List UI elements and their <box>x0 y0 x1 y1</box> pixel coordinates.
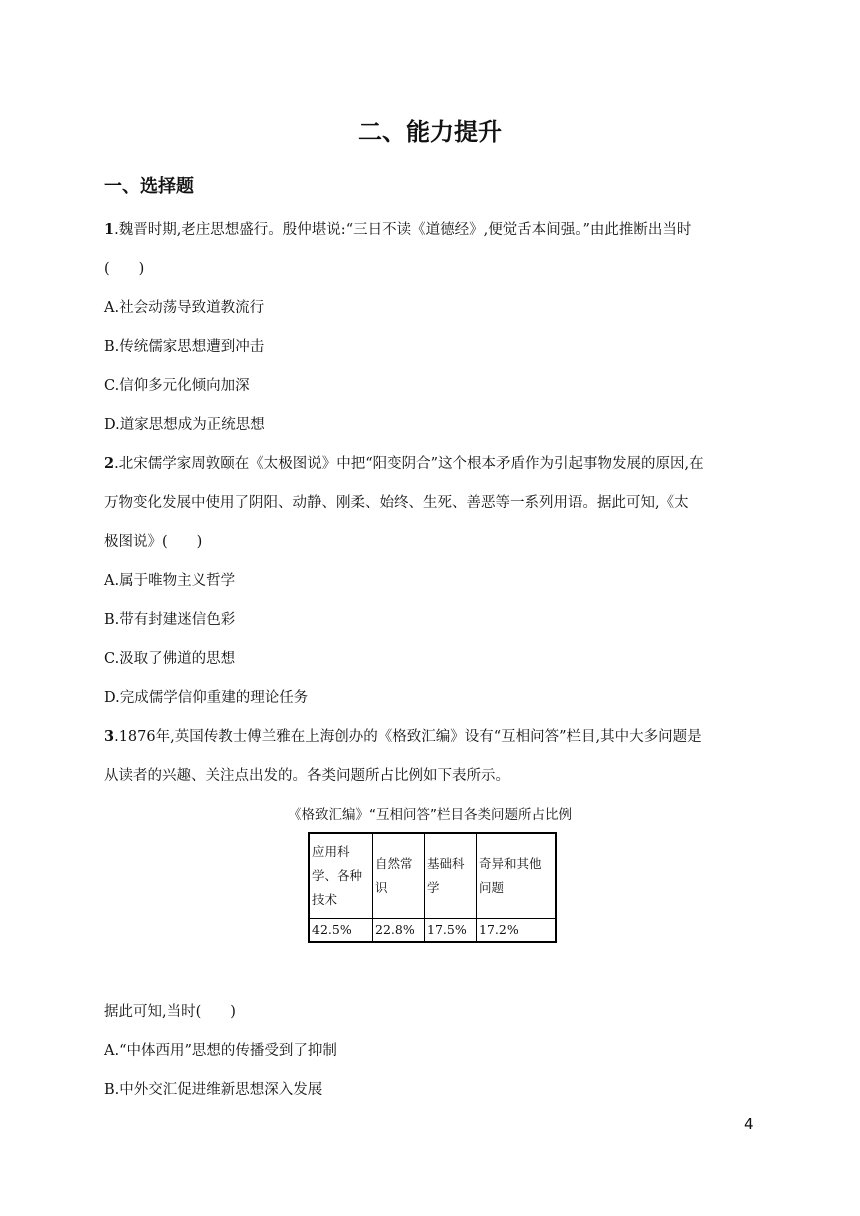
q2-option-c: C.汲取了佛道的思想 <box>104 651 236 667</box>
q3-text: .1876年,英国传教士傅兰雅在上海创办的《格致汇编》设有“互相问答”栏目,其中大多问题是 <box>114 729 702 745</box>
q2-option-b: B.带有封建迷信色彩 <box>104 612 236 628</box>
q1-option-a: A.社会动荡导致道教流行 <box>104 300 265 316</box>
table-cell: 17.2% <box>477 919 557 943</box>
q2-text: .北宋儒学家周敦颐在《太极图说》中把“阳变阴合”这个根本矛盾作为引起事物发展的原因,在 <box>114 456 704 472</box>
section-heading: 一、选择题 <box>104 176 194 197</box>
q1-line1 <box>104 218 691 239</box>
proportion-table <box>308 832 557 943</box>
q3-line1 <box>104 725 702 746</box>
q2-line3: 极图说》( ) <box>104 534 203 550</box>
q2-line2: 万物变化发展中使用了阴阳、动静、刚柔、始终、生死、善恶等一系列用语。据此可知,《太 <box>104 495 689 511</box>
table-header-row <box>309 833 556 919</box>
q2-line1 <box>104 452 704 473</box>
q1-number: 1 <box>104 221 115 238</box>
q1-text: .魏晋时期,老庄思想盛行。殷仲堪说:“三日不读《道德经》,便觉舌本间强。”由此推断出当时 <box>114 222 692 238</box>
q3-number: 3 <box>104 728 115 745</box>
table-header-cell: 基础科学 <box>425 833 477 919</box>
table-cell: 42.5% <box>309 919 373 943</box>
table-cell: 22.8% <box>373 919 425 943</box>
q1-line2: ( ) <box>104 261 145 277</box>
page-title: 二、能力提升 <box>358 118 502 146</box>
q2-option-d: D.完成儒学信仰重建的理论任务 <box>104 690 309 706</box>
q3-line2: 从读者的兴趣、关注点出发的。各类问题所占比例如下表所示。 <box>104 768 510 784</box>
q3-stem: 据此可知,当时( ) <box>104 1004 236 1020</box>
q1-option-b: B.传统儒家思想遭到冲击 <box>104 339 265 355</box>
table-header-cell: 自然常识 <box>373 833 425 919</box>
q3-option-b: B.中外交汇促进维新思想深入发展 <box>104 1082 323 1098</box>
q2-number: 2 <box>104 455 115 472</box>
q1-option-c: C.信仰多元化倾向加深 <box>104 378 250 394</box>
table-cell: 17.5% <box>425 919 477 943</box>
q1-option-d: D.道家思想成为正统思想 <box>104 417 265 433</box>
table-header-cell: 应用科学、各种技术 <box>309 833 373 919</box>
q3-option-a: A.“中体西用”思想的传播受到了抑制 <box>104 1043 337 1059</box>
table-header-cell: 奇异和其他问题 <box>477 833 557 919</box>
q2-option-a: A.属于唯物主义哲学 <box>104 573 236 589</box>
page-number: 4 <box>744 1115 754 1133</box>
table-caption: 《格致汇编》“互相问答”栏目各类问题所占比例 <box>288 807 572 823</box>
table-row <box>309 919 556 943</box>
